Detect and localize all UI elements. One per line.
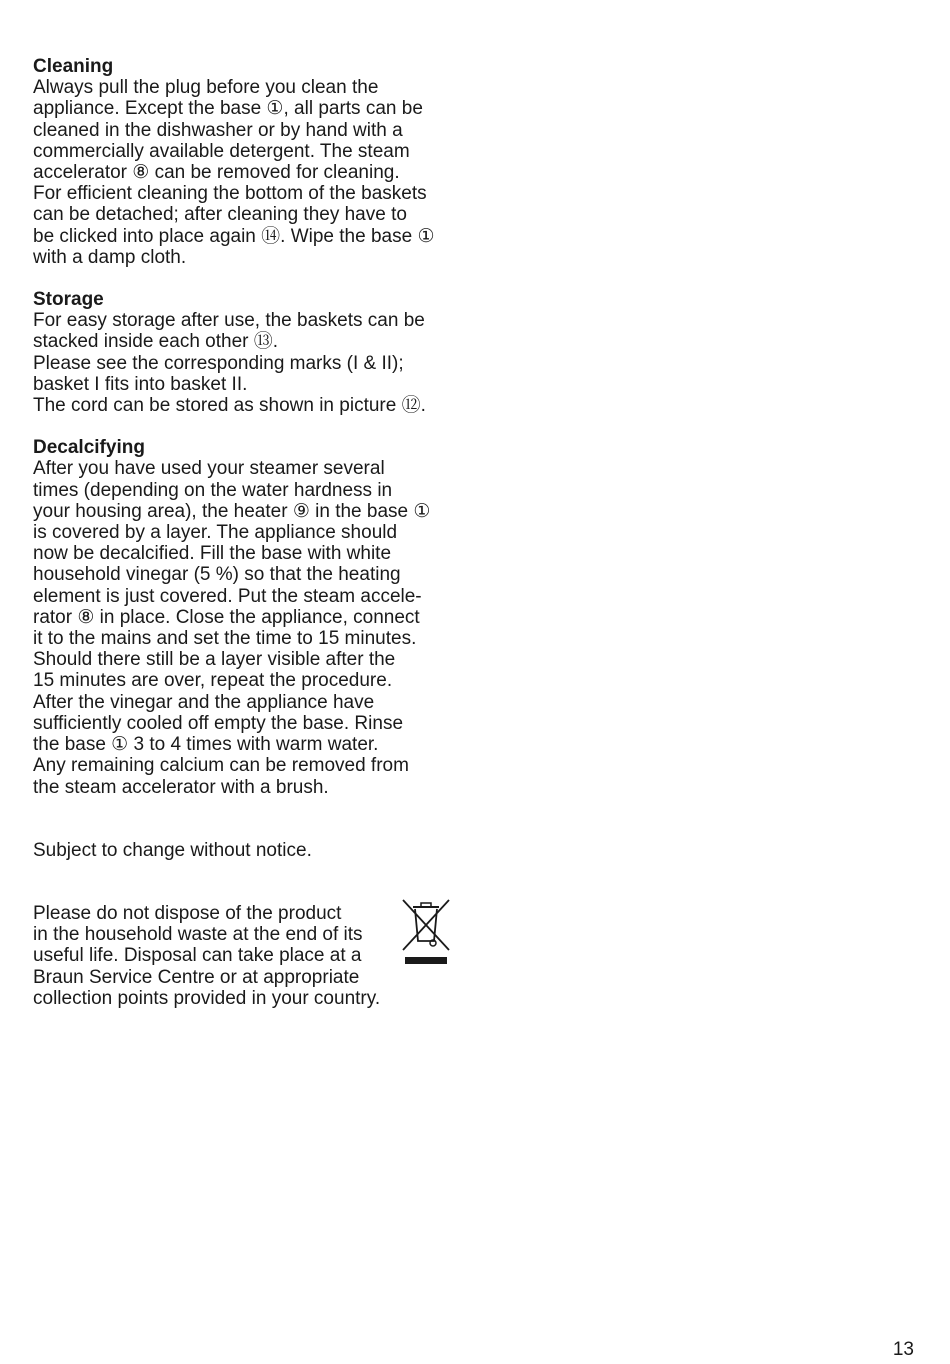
storage-line: basket I fits into basket II. — [33, 373, 248, 395]
storage-line: For easy storage after use, the baskets can be — [33, 310, 425, 332]
decalcifying-line: the base ① 3 to 4 times with warm water. — [33, 734, 379, 756]
disposal-notice — [33, 903, 473, 1009]
storage-section — [33, 289, 473, 416]
decalcifying-section — [33, 437, 473, 797]
cleaning-line: For efficient cleaning the bottom of the baskets — [33, 183, 427, 205]
storage-line: Please see the corresponding marks (I & II); — [33, 352, 404, 374]
decalcifying-line: it to the mains and set the time to 15 minutes. — [33, 628, 417, 650]
disposal-line: useful life. Disposal can take place at a — [33, 945, 362, 967]
storage-line: stacked inside each other ⑬. — [33, 331, 279, 353]
change-notice — [33, 840, 473, 861]
decalcifying-line: 15 minutes are over, repeat the procedure. — [33, 670, 393, 692]
cleaning-line: Always pull the plug before you clean the — [33, 77, 379, 99]
weee-crossed-bin-icon — [401, 897, 451, 965]
decalcifying-line: After you have used your steamer several — [33, 458, 385, 480]
decalcifying-line: element is just covered. Put the steam accele- — [33, 585, 422, 607]
storage-line: The cord can be stored as shown in picture ⑫. — [33, 395, 426, 417]
cleaning-heading: Cleaning — [33, 56, 114, 77]
cleaning-section — [33, 56, 473, 268]
decalcifying-line: now be decalcified. Fill the base with white — [33, 543, 392, 565]
disposal-line: collection points provided in your country. — [33, 987, 381, 1009]
decalcifying-line: rator ⑧ in place. Close the appliance, connect — [33, 606, 420, 628]
cleaning-line: with a damp cloth. — [33, 246, 187, 268]
decalcifying-line: Any remaining calcium can be removed from — [33, 755, 409, 777]
cleaning-line: commercially available detergent. The steam — [33, 140, 410, 162]
page-number: 13 — [892, 1339, 914, 1360]
cleaning-line: appliance. Except the base ①, all parts can be — [33, 98, 423, 120]
change-notice-text: Subject to change without notice. — [33, 839, 312, 861]
decalcifying-line: your housing area), the heater ⑨ in the base ① — [33, 500, 431, 522]
decalcifying-line: is covered by a layer. The appliance should — [33, 522, 398, 544]
storage-heading: Storage — [33, 289, 104, 311]
main-column — [33, 56, 473, 1009]
decalcifying-line: After the vinegar and the appliance have — [33, 691, 375, 713]
decalcifying-line: times (depending on the water hardness in — [33, 479, 393, 501]
decalcifying-line: the steam accelerator with a brush. — [33, 776, 329, 798]
cleaning-line: cleaned in the dishwasher or by hand with a — [33, 119, 403, 141]
decalcifying-line: Should there still be a layer visible after the — [33, 649, 396, 671]
decalcifying-line: household vinegar (5 %) so that the heating — [33, 564, 401, 586]
cleaning-line: can be detached; after cleaning they have to — [33, 204, 407, 226]
decalcifying-line: sufficiently cooled off empty the base. Rinse — [33, 712, 404, 734]
disposal-line: Please do not dispose of the product — [33, 902, 342, 924]
cleaning-line: be clicked into place again ⑭. Wipe the base ① — [33, 225, 435, 247]
disposal-line: Braun Service Centre or at appropriate — [33, 966, 360, 988]
disposal-line: in the household waste at the end of its — [33, 924, 363, 946]
cleaning-line: accelerator ⑧ can be removed for cleaning. — [33, 162, 400, 184]
decalcifying-heading: Decalcifying — [33, 437, 145, 459]
